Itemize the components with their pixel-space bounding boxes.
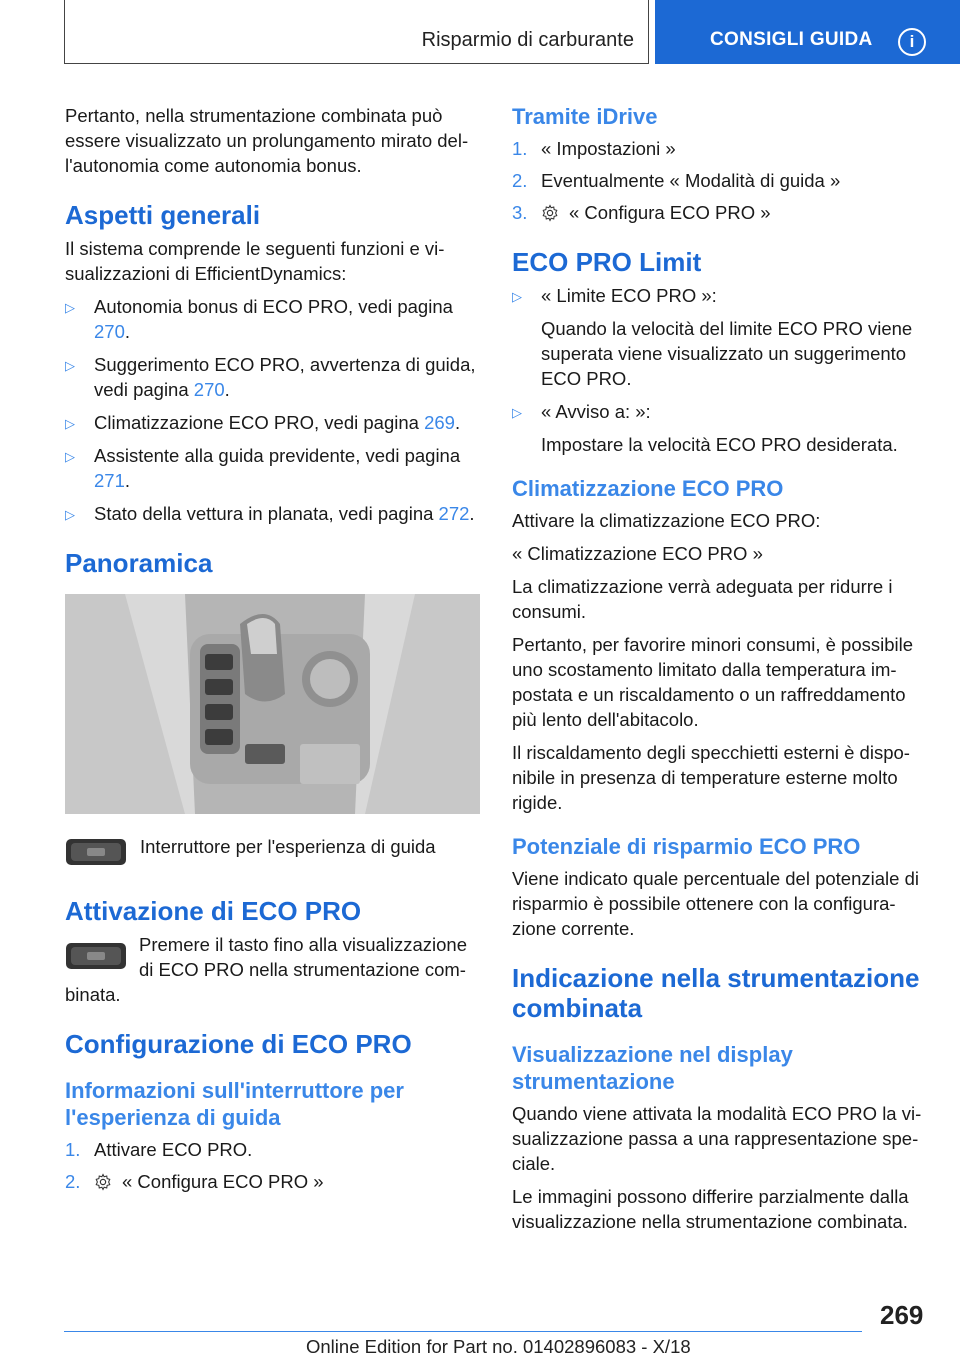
page-number: 269 xyxy=(880,1300,924,1330)
triangle-bullet-icon: ▷ xyxy=(512,405,522,420)
potenziale-text: Viene indicato quale percentuale del potenziale di risparmio è possibile ottenere con la configurazione corrente. xyxy=(512,868,919,939)
switch-caption-row xyxy=(65,834,480,874)
heading-panoramica: Panoramica xyxy=(65,548,213,578)
triangle-bullet-icon: ▷ xyxy=(65,507,75,522)
step-number: 1. xyxy=(512,138,528,159)
attivazione-text: Premere il tasto fino alla visualizzazione di ECO PRO nella strumentazione combinata. xyxy=(65,934,468,1005)
info-icon[interactable]: i xyxy=(898,28,926,56)
header-section-tab[interactable] xyxy=(655,0,960,64)
heading-aspetti-generali: Aspetti generali xyxy=(65,200,261,230)
list-item: ▷ Suggerimento ECO PRO, avvertenza di guida, vedi pagina 270. xyxy=(65,354,476,400)
step-number: 2. xyxy=(65,1171,81,1192)
triangle-bullet-icon: ▷ xyxy=(65,358,75,373)
header-chapter-box xyxy=(64,0,649,64)
list-item: ▷ Stato della vettura in planata, vedi pagina 272. xyxy=(65,501,480,526)
heading-configurazione: Configurazione di ECO PRO xyxy=(65,1029,412,1059)
list-item: 2. Eventualmente « Modalità di guida » xyxy=(512,170,841,191)
page-link[interactable]: 272 xyxy=(438,503,470,524)
idrive-steps xyxy=(512,136,927,225)
heading-potenziale: Potenziale di risparmio ECO PRO xyxy=(512,834,861,859)
step-number: 1. xyxy=(65,1139,81,1160)
triangle-bullet-icon: ▷ xyxy=(512,289,522,304)
clima-text-5: Il riscaldamento degli specchietti esterni è disponibile in presenza di temperature esterne molto rigide. xyxy=(512,742,910,813)
aspetti-text: Il sistema comprende le seguenti funzioni e visualizzazioni di EfficientDynamics: xyxy=(65,238,445,284)
function-list xyxy=(65,294,480,526)
heading-indicazione: Indicazione nella strumentazione combinata xyxy=(512,963,920,1023)
step-number: 3. xyxy=(512,202,528,223)
clima-text-2: « Climatizzazione ECO PRO » xyxy=(512,543,763,564)
page-link[interactable]: 270 xyxy=(94,321,125,342)
section-title: CONSIGLI GUIDA xyxy=(710,29,873,50)
list-item: ▷ « Avviso a: »: Impostare la velocità ECO PRO desiderata. xyxy=(512,401,898,455)
heading-tramite-idrive: Tramite iDrive xyxy=(512,104,658,129)
footer-edition: Online Edition for Part no. 01402896083 - X/18 xyxy=(306,1336,691,1357)
list-item: ▷ Autonomia bonus di ECO PRO, vedi pagina 270. xyxy=(65,296,453,342)
gear-icon xyxy=(94,1173,112,1191)
clima-text-4: Pertanto, per favorire minori consumi, è possibile uno scostamento limitato dalla temperatura impostata e un riscaldamento o un raffreddamento più lento dell'abitacolo. xyxy=(512,634,914,730)
list-item: 1. « Impostazioni » xyxy=(512,138,676,159)
step-number: 2. xyxy=(512,170,528,191)
heading-visualizzazione-display: Visualizzazione nel display strumentazione xyxy=(512,1042,793,1094)
clima-text-3: La climatizzazione verrà adeguata per ridurre i consumi. xyxy=(512,576,893,622)
limit-list xyxy=(512,283,927,457)
list-item: 1. Attivare ECO PRO. xyxy=(65,1139,253,1160)
triangle-bullet-icon: ▷ xyxy=(65,416,75,431)
config-steps xyxy=(65,1137,480,1194)
list-item: 3. « Configura ECO PRO » xyxy=(512,202,771,223)
footer-divider xyxy=(64,1331,862,1332)
driving-experience-switch-icon xyxy=(65,942,127,970)
intro-paragraph: Pertanto, nella strumentazione combinata può essere visualizzato un prolungamento mirato dell'autonomia come autonomia bonus. xyxy=(65,105,469,176)
attivazione-block xyxy=(65,932,480,1007)
gear-icon xyxy=(541,204,559,222)
heading-info-interruttore: Informazioni sull'interruttore per l'esperienza di guida xyxy=(65,1078,404,1130)
triangle-bullet-icon: ▷ xyxy=(65,449,75,464)
list-item: 2. « Configura ECO PRO » xyxy=(65,1171,324,1192)
triangle-bullet-icon: ▷ xyxy=(65,300,75,315)
list-item: ▷ Assistente alla guida previdente, vedi pagina 271. xyxy=(65,445,461,491)
page-link[interactable]: 271 xyxy=(94,470,125,491)
left-column xyxy=(65,103,480,1201)
heading-climatizzazione: Climatizzazione ECO PRO xyxy=(512,476,784,501)
driving-experience-switch-icon xyxy=(65,838,127,866)
page-link[interactable]: 270 xyxy=(193,379,225,400)
heading-eco-pro-limit: ECO PRO Limit xyxy=(512,247,702,277)
clima-text-1: Attivare la climatizzazione ECO PRO: xyxy=(512,510,821,531)
right-column xyxy=(512,103,927,1242)
center-console-photo xyxy=(65,594,480,814)
chapter-title: Risparmio di carburante xyxy=(421,29,634,51)
heading-attivazione: Attivazione di ECO PRO xyxy=(65,896,362,926)
list-item: ▷ « Limite ECO PRO »: Quando la velocità del limite ECO PRO viene superata viene visualizzato un suggerimento ECO PRO. xyxy=(512,285,913,389)
display-text-1: Quando viene attivata la modalità ECO PRO la visualizzazione passa a una rappresentazione speciale. xyxy=(512,1103,922,1174)
list-item: ▷ Climatizzazione ECO PRO, vedi pagina 269. xyxy=(65,410,480,435)
display-text-2: Le immagini possono differire parzialmente dalla visualizzazione nella strumentazione combinata. xyxy=(512,1186,909,1232)
page-link[interactable]: 269 xyxy=(424,412,455,433)
switch-caption: Interruttore per l'esperienza di guida xyxy=(140,836,436,857)
